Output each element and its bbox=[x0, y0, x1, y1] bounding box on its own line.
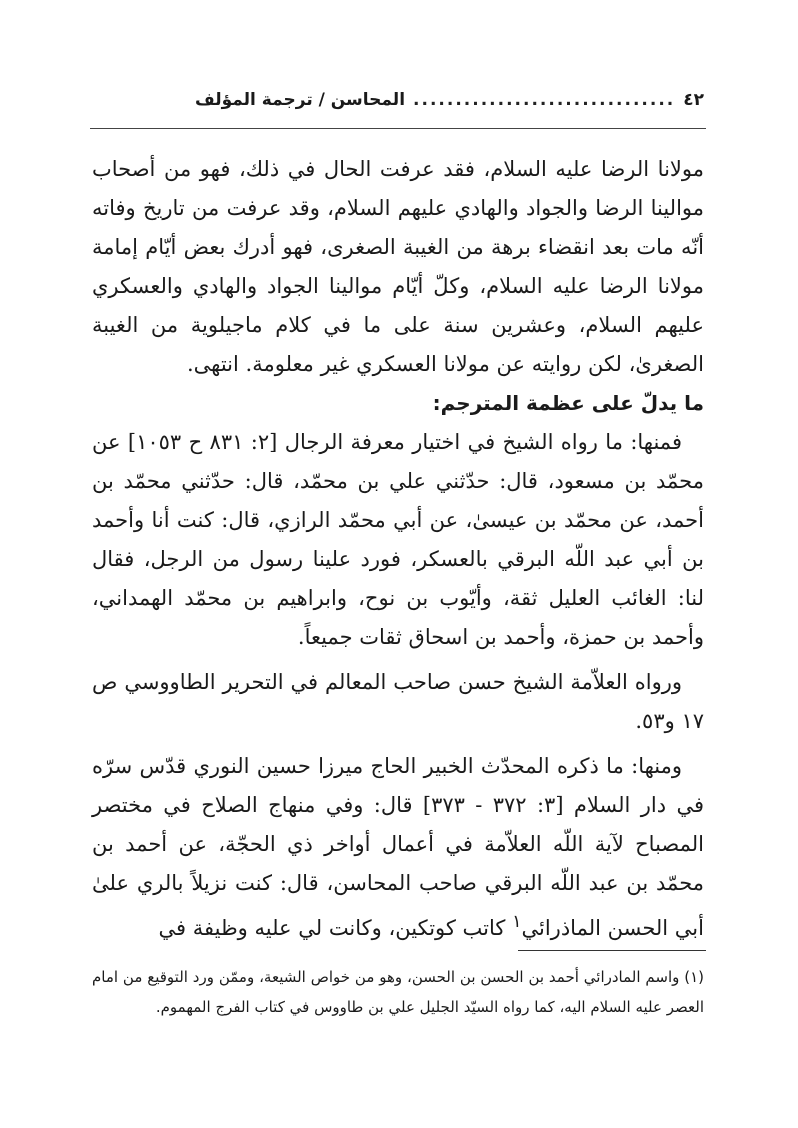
section-subheading: ما يدلّ على عظمة المترجم: bbox=[432, 391, 704, 415]
page-header bbox=[92, 90, 704, 110]
paragraph-4-text: ومنها: ما ذكره المحدّث الخبير الحاج ميرزا حسين النوري قدّس سرّه في دار السلام [٣: ٣٧٢ - ٣٧٣] قال: وفي منهاج الصلاح في مختصر المصباح لآية اللّه العلاّمة في أعمال أواخر ذي الحجّة، عن أحمد بن محمّد بن عبد اللّه البرقي صاحب المحاسن، قال: كنت نزيلاً بالري علىٰ أبي الحسن الماذرائي bbox=[92, 754, 704, 940]
paragraph-1: مولانا الرضا عليه السلام، فقد عرفت الحال في ذلك، فهو من أصحاب موالينا الرضا والجواد والهادي عليهم السلام، وقد عرفت من تاريخ وفاته أنّه مات بعد انقضاء برهة من الغيبة الصغرى، فهو أدرك بعض أيّام إمامة مولانا الرضا عليه السلام، وكلّ أيّام موالينا الجواد والهادي والعسكري عليهم السلام، وعشرين سنة على ما في كلام ماجيلوية من الغيبة الصغرىٰ، لكن روايته عن مولانا العسكري غير معلومة. انتهى. bbox=[92, 157, 704, 376]
paragraph-4-end: كاتب كوتكين، وكانت لي عليه وظيفة في bbox=[158, 916, 513, 940]
paragraph-3: ورواه العلاّمة الشيخ حسن صاحب المعالم في التحرير الطاووسي ص ١٧ و٥٣. bbox=[92, 670, 704, 733]
page-number: ٤٢ bbox=[683, 90, 704, 110]
footnote-rule bbox=[518, 950, 706, 951]
footnote-marker: ١ bbox=[512, 912, 522, 932]
header-leader-dots: ............................... bbox=[413, 90, 676, 110]
footnotes bbox=[92, 962, 704, 1022]
header-rule bbox=[90, 128, 706, 129]
paragraph-2: فمنها: ما رواه الشيخ في اختيار معرفة الرجال [٢: ٨٣١ ح ١٠٥٣] عن محمّد بن مسعود، قال: حدّثني علي بن محمّد، قال: حدّثني محمّد بن أحمد، عن محمّد بن عيسىٰ، عن أبي محمّد الرازي، قال: كنت أنا وأحمد بن أبي عبد اللّه البرقي بالعسكر، فورد علينا رسول من الرجل، فقال لنا: الغائب العليل ثقة، وأيّوب بن نوح، وابراهيم بن محمّد الهمداني، وأحمد بن حمزة، وأحمد بن اسحاق ثقات جميعاً. bbox=[92, 430, 704, 649]
footnote-1: (١) واسم المادرائي أحمد بن الحسن بن الحسن، وهو من خواص الشيعة، وممّن ورد التوقيع من امام العصر عليه السلام اليه، كما رواه السيّد الجليل علي بن طاووس في كتاب الفرج المهموم. bbox=[92, 968, 704, 1016]
paragraph-4 bbox=[92, 747, 704, 948]
running-title: المحاسن / ترجمة المؤلف bbox=[194, 90, 406, 110]
body-text bbox=[92, 150, 704, 948]
